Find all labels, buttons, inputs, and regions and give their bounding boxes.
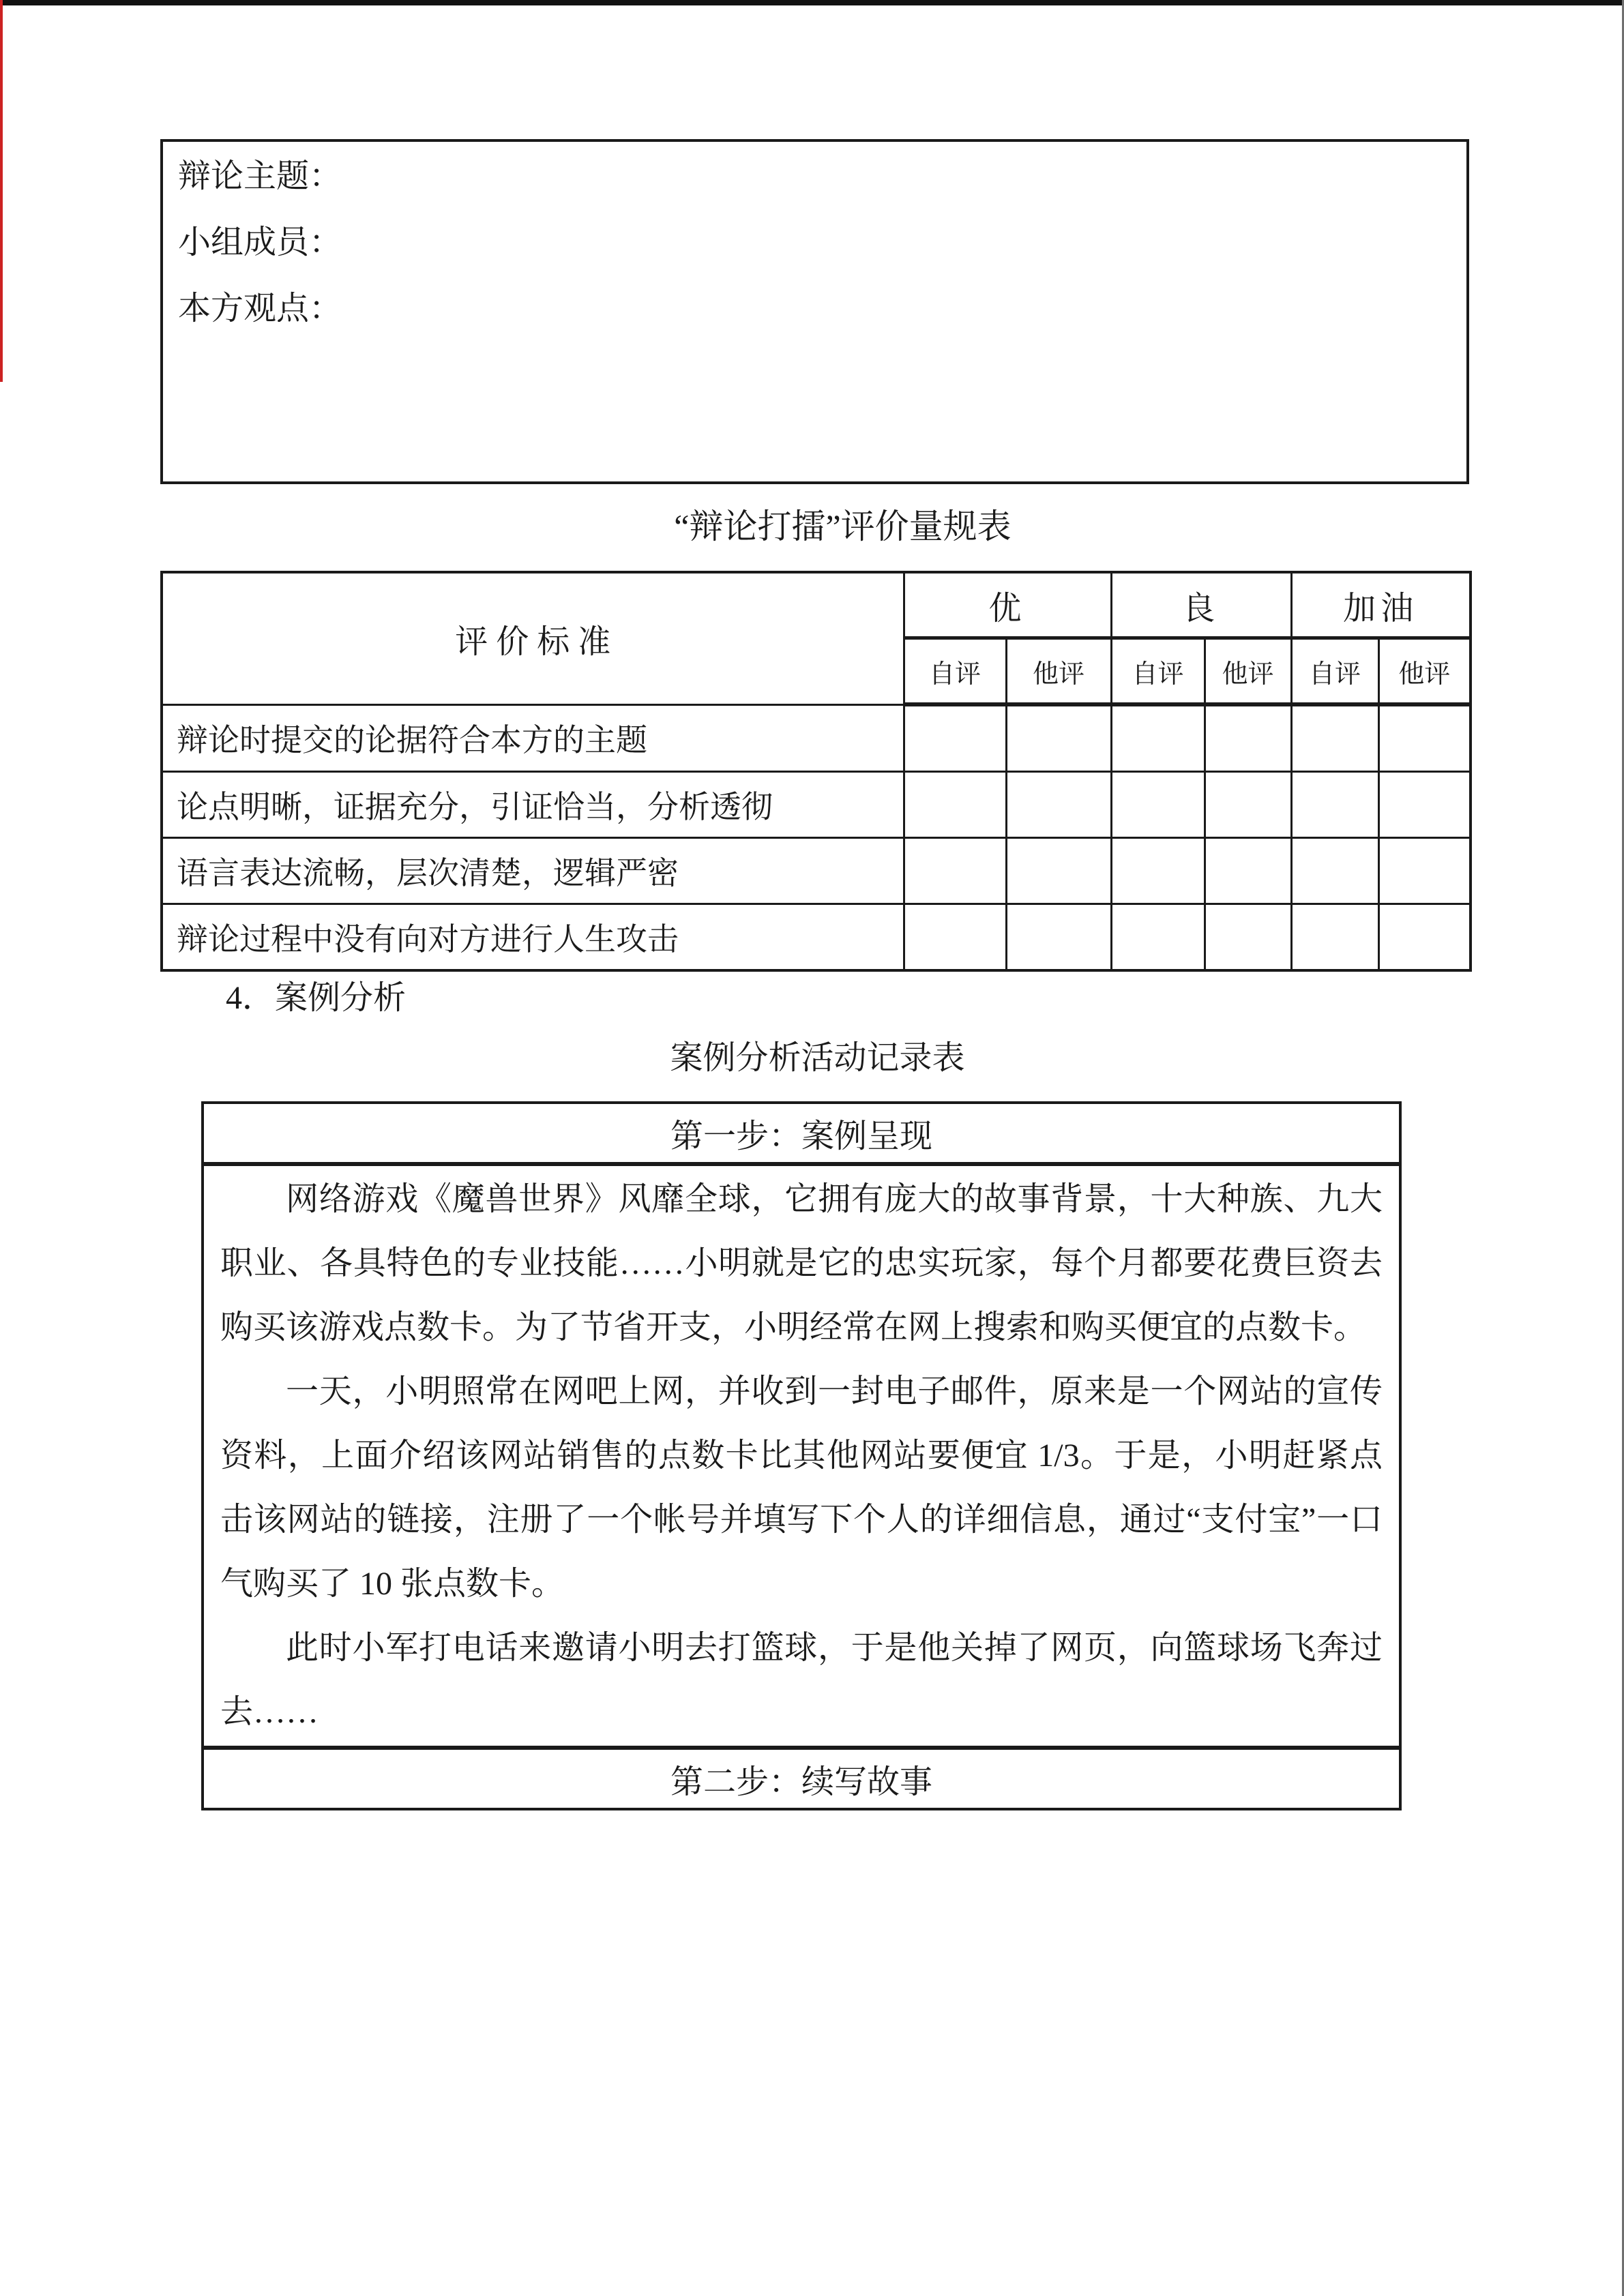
case-paragraph: 一天，小明照常在网吧上网，并收到一封电子邮件，原来是一个网站的宣传资料，上面介绍该网站销售的点数卡比其他网站要便宜 1/3。于是，小明赶紧点击该网站的链接，注册了一个帐号并填写下个人的详细信息，通过“支付宝”一口气购买了 10 张点数卡。 — [220, 1373, 1383, 1602]
subheader-peer-eval: 他评 — [1205, 638, 1291, 705]
criterion-text: 辩论时提交的论据符合本方的主题 — [162, 704, 904, 772]
score-cell — [1291, 904, 1378, 971]
scan-edge-top — [0, 0, 1624, 5]
group-members-label: 小组成员： — [178, 224, 342, 260]
score-cell — [904, 904, 1006, 971]
score-cell — [1378, 772, 1471, 838]
case-record-table — [201, 1101, 1402, 1810]
our-viewpoint-label: 本方观点： — [178, 290, 342, 327]
criterion-text: 语言表达流畅，层次清楚，逻辑严密 — [162, 838, 904, 904]
subheader-self-eval: 自评 — [904, 638, 1006, 705]
score-cell — [1378, 838, 1471, 904]
criteria-row — [162, 838, 1471, 904]
score-cell — [904, 704, 1006, 772]
score-cell — [1006, 772, 1111, 838]
case-record-table-title: 案例分析活动记录表 — [670, 1040, 965, 1076]
criterion-text: 论点明晰，证据充分，引证恰当，分析透彻 — [162, 772, 904, 838]
score-cell — [1291, 704, 1378, 772]
criteria-row — [162, 904, 1471, 971]
score-cell — [1006, 704, 1111, 772]
criteria-header-cell: 评 价 标 准 — [162, 572, 904, 704]
step2-header: 第二步：续写故事 — [203, 1748, 1400, 1809]
score-cell — [1111, 838, 1205, 904]
score-cell — [1378, 704, 1471, 772]
score-cell — [1006, 838, 1111, 904]
case-paragraph: 网络游戏《魔兽世界》风靡全球，它拥有庞大的故事背景，十大种族、九大职业、各具特色的专业技能……小明就是它的忠实玩家，每个月都要花费巨资去购买该游戏点数卡。为了节省开支，小明经常在网上搜索和购买便宜的点数卡。 — [220, 1181, 1383, 1345]
criteria-row — [162, 772, 1471, 838]
rubric-table — [160, 571, 1472, 972]
subheader-self-eval: 自评 — [1291, 638, 1378, 705]
criteria-row — [162, 704, 1471, 772]
level-header-good: 良 — [1111, 572, 1291, 638]
score-cell — [1205, 838, 1291, 904]
debate-topic-label: 辩论主题： — [178, 158, 342, 194]
score-cell — [1205, 904, 1291, 971]
score-cell — [1291, 772, 1378, 838]
case-text-cell — [203, 1164, 1400, 1748]
score-cell — [1291, 838, 1378, 904]
case-paragraph: 此时小军打电话来邀请小明去打篮球，于是他关掉了网页，向篮球场飞奔过去…… — [220, 1630, 1383, 1730]
score-cell — [904, 838, 1006, 904]
score-cell — [1111, 704, 1205, 772]
debate-info-box — [160, 139, 1469, 484]
score-cell — [1205, 772, 1291, 838]
score-cell — [1006, 904, 1111, 971]
score-cell — [904, 772, 1006, 838]
level-header-excellent: 优 — [904, 572, 1111, 638]
scan-edge-left-red — [0, 0, 3, 382]
score-cell — [1378, 904, 1471, 971]
subheader-peer-eval: 他评 — [1006, 638, 1111, 705]
score-cell — [1111, 904, 1205, 971]
score-cell — [1205, 704, 1291, 772]
score-cell — [1111, 772, 1205, 838]
rubric-table-title: “辩论打擂”评价量规表 — [674, 507, 1012, 546]
subheader-self-eval: 自评 — [1111, 638, 1205, 705]
criterion-text: 辩论过程中没有向对方进行人生攻击 — [162, 904, 904, 971]
subheader-peer-eval: 他评 — [1378, 638, 1471, 705]
level-header-keep-trying: 加油 — [1291, 572, 1471, 638]
section-heading-case-analysis: 4．案例分析 — [226, 980, 407, 1016]
step1-header: 第一步：案例呈现 — [203, 1103, 1400, 1164]
